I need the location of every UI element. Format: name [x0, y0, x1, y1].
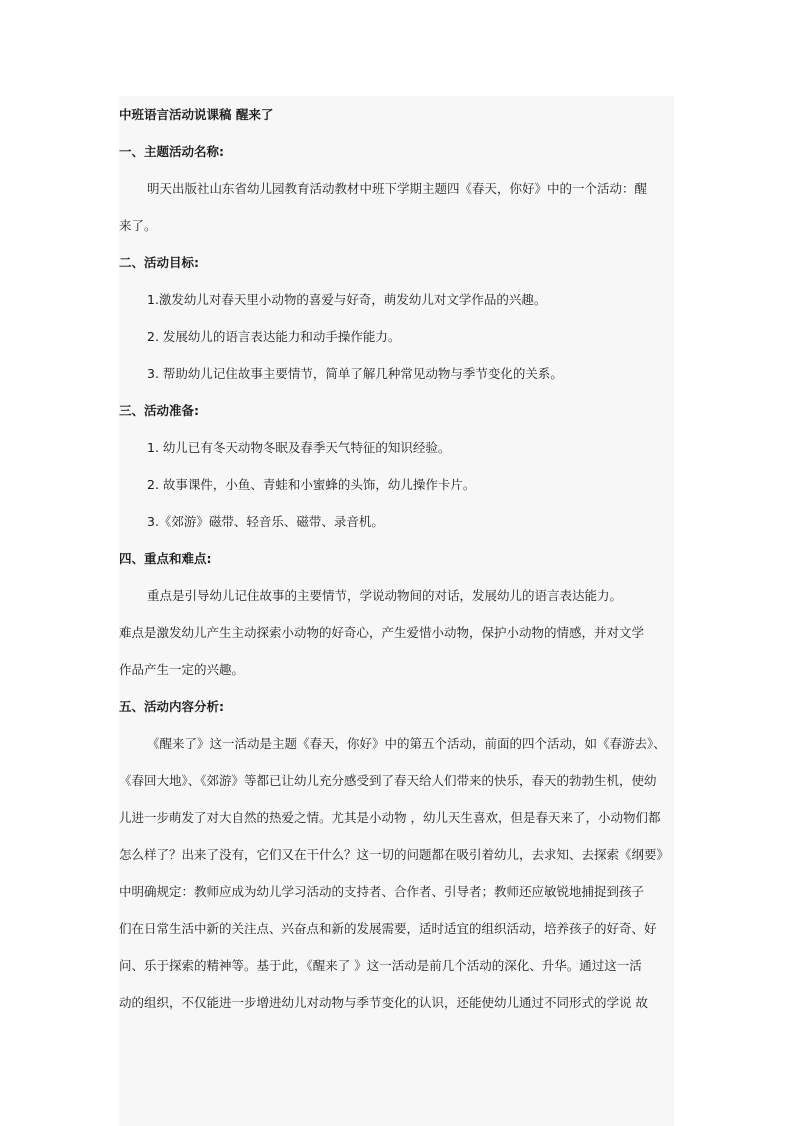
document-title: 中班语言活动说课稿 醒来了: [119, 107, 274, 122]
analysis-line-8: 动的组织，不仅能进一步增进幼儿对动物与季节变化的认识，还能使幼儿通过不同形式的学说 故: [119, 995, 648, 1010]
analysis-line-5: 中明确规定：教师应成为幼儿学习活动的支持者、合作者、引导者；教师还应敏锐地捕捉到孩子: [119, 884, 645, 899]
difficulty-text-line-1: 难点是激发幼儿产生主动探索小动物的好奇心，产生爱惜小动物，保护小动物的情感，并对文学: [119, 625, 645, 640]
analysis-line-1: 《醒来了》这一活动是主题《春天，你好》中的第五个活动，前面的四个活动，如《春游去》、: [147, 736, 666, 751]
section-heading-theme-name: 一、主题活动名称:: [119, 144, 224, 159]
document-body: [119, 97, 675, 1021]
analysis-line-4: 怎么样了？出来了没有，它们又在干什么？这一切的问题都在吸引着幼儿，去求知、去探索《纲要》: [119, 847, 670, 862]
section-heading-key-points: 四、重点和难点:: [119, 551, 212, 566]
analysis-line-6: 们在日常生活中新的关注点、兴奋点和新的发展需要，适时适宜的组织活动，培养孩子的好奇、好: [119, 921, 657, 936]
preparation-item-2: 2. 故事课件，小鱼、青蛙和小蜜蜂的头饰，幼儿操作卡片。: [147, 477, 476, 492]
goal-item-3: 3. 帮助幼儿记住故事主要情节，简单了解几种常见动物与季节变化的关系。: [147, 366, 563, 381]
theme-name-paragraph-line-1: 明天出版社山东省幼儿园教育活动教材中班下学期主题四《春天，你好》中的一个活动：醒: [147, 181, 648, 196]
goal-item-1: 1.激发幼儿对春天里小动物的喜爱与好奇，萌发幼儿对文学作品的兴趣。: [147, 292, 547, 307]
analysis-line-3: 儿进一步萌发了对大自然的热爱之情。尤其是小动物 ，幼儿天生喜欢，但是春天来了，小动物们都: [119, 810, 661, 825]
section-heading-content-analysis: 五、活动内容分析:: [119, 699, 224, 714]
goal-item-2: 2. 发展幼儿的语言表达能力和动手操作能力。: [147, 329, 401, 344]
section-heading-preparation: 三、活动准备:: [119, 403, 199, 418]
difficulty-text-line-2: 作品产生一定的兴趣。: [119, 662, 245, 677]
key-point-text: 重点是引导幼儿记住故事的主要情节，学说动物间的对话，发展幼儿的语言表达能力。: [147, 588, 623, 603]
section-heading-goals: 二、活动目标:: [119, 255, 199, 270]
preparation-item-1: 1. 幼儿已有冬天动物冬眠及春季天气特征的知识经验。: [147, 440, 451, 455]
analysis-line-2: 《春回大地》、《郊游》等都已让幼儿充分感受到了春天给人们带来的快乐，春天的勃勃生机，使幼: [119, 773, 657, 788]
preparation-item-3: 3.《郊游》磁带、轻音乐、磁带、录音机。: [147, 514, 384, 529]
theme-name-paragraph-line-2: 来了。: [119, 218, 157, 233]
analysis-line-7: 问、乐于探索的精神等。基于此，《醒来了 》这一活动是前几个活动的深化、升华。通过这一活: [119, 958, 642, 973]
